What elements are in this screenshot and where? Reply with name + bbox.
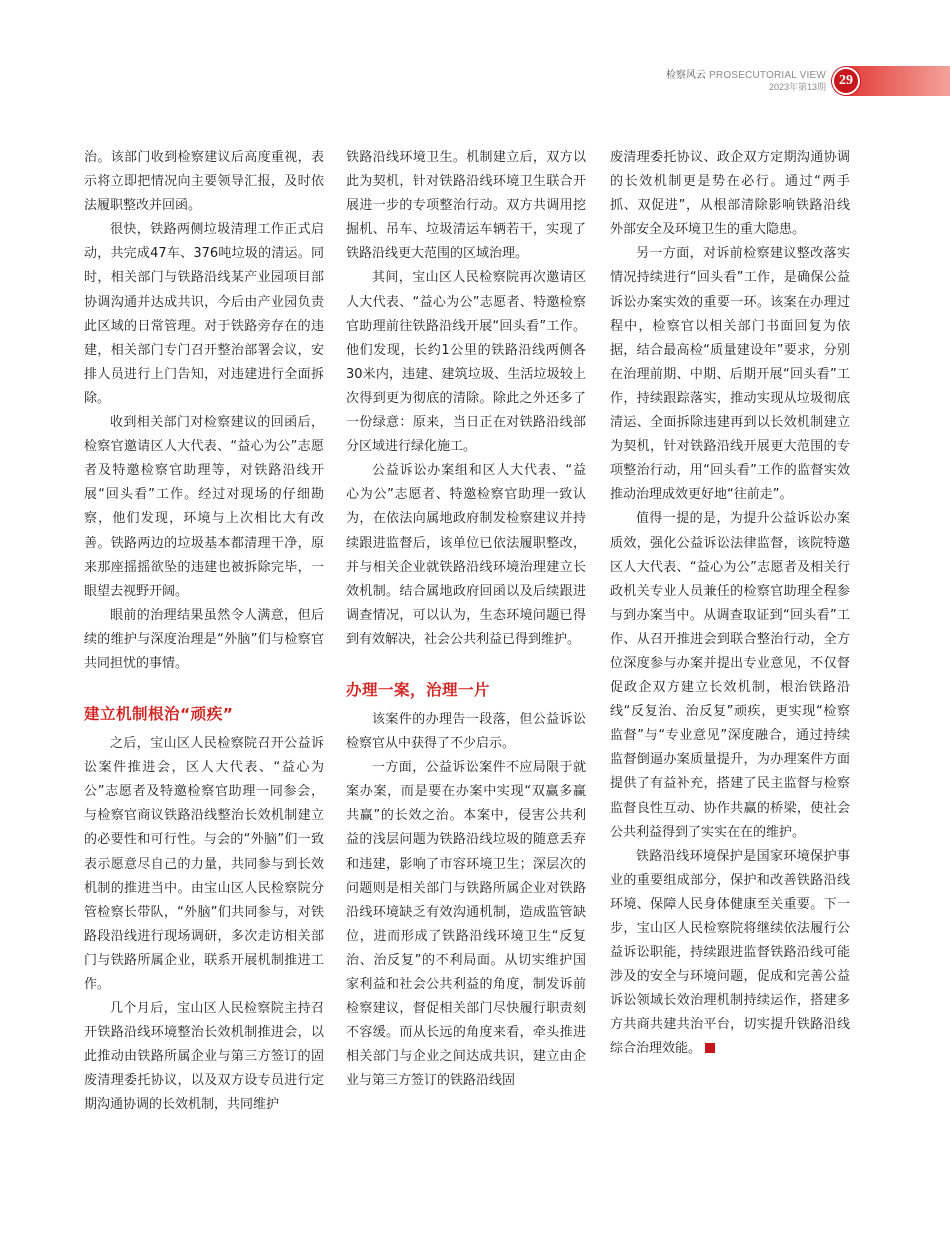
column-3	[610, 146, 850, 1062]
column-2	[346, 146, 586, 1093]
paragraph: 值得一提的是，为提升公益诉讼办案质效，强化公益诉讼法律监督，该院特邀区人大代表、“益心为公”志愿者及相关行政机关专业人员兼任的检察官助理全程参与到办案当中。从调查取证到“回头看”工作、从召开推进会到联合整治行动，全方位深度参与办案并提出专业意见，不仅督促政企双方建立长效机制，根治铁路沿线“反复治、治反复”顽疾，更实现“检察监督”与“专业意见”深度融合，通过持续监督倒逼办案质量提升，为办理案件方面提供了有益补充，搭建了民主监督与检察监督良性互动、协作共赢的桥梁，使社会公共利益得到了实实在在的维护。	[610, 511, 850, 840]
end-mark-icon: ◆	[705, 1043, 715, 1053]
section-heading: 办理一案，治理一片	[346, 680, 491, 699]
header-accent-bar	[846, 66, 950, 96]
paragraph: 公益诉讼办案组和区人大代表、“益心为公”志愿者、特邀检察官助理一致认为，在依法向属地政府制发检察建议并持续跟进监督后，该单位已依法履职整改，并与相关企业就铁路沿线环境治理建立长效机制。结合属地政府回函以及后续跟进调查情况，可以认为，生态环境问题已得到有效解决，社会公共利益已得到维护。	[346, 463, 586, 647]
paragraph: 眼前的治理结果虽然令人满意，但后续的维护与深度治理是“外脑”们与检察官共同担忧的事情。	[84, 607, 324, 671]
section-heading: 建立机制根治“顽疾”	[84, 705, 234, 724]
paragraph: 另一方面，对诉前检察建议整改落实情况持续进行“回头看”工作，是确保公益诉讼办案实效的重要一环。该案在办理过程中，检察官以相关部门书面回复为依据，结合最高检“质量建设年”要求，分别在治理前期、中期、后期开展“回头看”工作，持续跟踪落实，推动实现从垃圾彻底清运、全面拆除违建再到以长效机制建立为契机，针对铁路沿线开展更大范围的专项整治行动，用“回头看”工作的监督实效推动治理成效更好地“往前走”。	[610, 246, 850, 503]
magazine-title	[666, 70, 826, 82]
paragraph: 铁路沿线环境卫生。机制建立后，双方以此为契机，针对铁路沿线环境卫生联合开展进一步的专项整治行动。双方共调用挖掘机、吊车、垃圾清运车辆若干，实现了铁路沿线更大范围的区域治理。	[346, 150, 586, 262]
column-1	[84, 146, 324, 1118]
issue-label: 2023年第13期	[768, 81, 826, 92]
page-number-badge: 29	[832, 67, 860, 95]
paragraph: 治。该部门收到检察建议后高度重视，表示将立即把情况向主要领导汇报，及时依法履职整改并回函。	[84, 150, 324, 214]
paragraph-text: 铁路沿线环境保护是国家环境保护事业的重要组成部分，保护和改善铁路沿线环境、保障人民身体健康至关重要。下一步，宝山区人民检察院将继续依法履行公益诉讼职能，持续跟进监督铁路沿线可能涉及的安全与环境问题，促成和完善公益诉讼领域长效治理机制持续运作，搭建多方共商共建共治平台，切实提升铁路沿线综合治理效能。	[610, 848, 850, 1057]
paragraph: 一方面，公益诉讼案件不应局限于就案办案，而是要在办案中实现“双赢多赢共赢”的长效之治。本案中，侵害公共利益的浅层问题为铁路沿线垃圾的随意丢弃和违建，影响了市容环境卫生；深层次的问题则是相关部门与铁路所属企业对铁路沿线环境缺乏有效沟通机制，造成监管缺位，进而形成了铁路沿线环境卫生“反复治、治反复”的不利局面。从切实维护国家利益和社会公共利益的角度，制发诉前检察建议，督促相关部门尽快履行职责刻不容缓。而从长远的角度来看，牵头推进相关部门与企业之间达成共识，建立由企业与第三方签订的铁路沿线固	[346, 760, 586, 1089]
paragraph-final	[610, 845, 850, 1062]
page-header	[666, 64, 950, 98]
paragraph: 收到相关部门对检察建议的回函后，检察官邀请区人大代表、“益心为公”志愿者及特邀检察官助理等，对铁路沿线开展“回头看”工作。经过对现场的仔细勘察，他们发现，环境与上次相比大有改善。铁路两边的垃圾基本都清理干净，原来那座摇摇欲坠的违建也被拆除完毕，一眼望去视野开阔。	[84, 415, 324, 599]
magazine-title-cn: 检察风云	[666, 70, 707, 82]
header-text	[666, 70, 826, 92]
paragraph: 几个月后，宝山区人民检察院主持召开铁路沿线环境整治长效机制推进会，以此推动由铁路所属企业与第三方签订的固废清理委托协议，以及双方设专员进行定期沟通协调的长效机制，共同维护	[84, 1001, 324, 1113]
magazine-title-en: PROSECUTORIAL VIEW	[709, 70, 826, 82]
paragraph: 废清理委托协议、政企双方定期沟通协调的长效机制更是势在必行。通过“两手抓、双促进”，从根部清除影响铁路沿线外部安全及环境卫生的重大隐患。	[610, 150, 850, 238]
paragraph: 该案件的办理告一段落，但公益诉讼检察官从中获得了不少启示。	[346, 711, 586, 752]
paragraph: 之后，宝山区人民检察院召开公益诉讼案件推进会，区人大代表、“益心为公”志愿者及特邀检察官助理一同参会，与检察官商议铁路沿线整治长效机制建立的必要性和可行性。与会的“外脑”们一致表示愿意尽自己的力量，共同参与到长效机制的推进当中。由宝山区人民检察院分管检察长带队，“外脑”们共同参与，对铁路段沿线进行现场调研，多次走访相关部门与铁路所属企业，联系开展机制推进工作。	[84, 736, 324, 992]
paragraph: 很快，铁路两侧垃圾清理工作正式启动，共完成47车、376吨垃圾的清运。同时，相关部门与铁路沿线某产业园项目部协调沟通并达成共识，今后由产业园负责此区域的日常管理。对于铁路旁存在的违建，相关部门专门召开整治部署会议，安排人员进行上门告知，对违建进行全面拆除。	[84, 222, 324, 406]
paragraph: 其间，宝山区人民检察院再次邀请区人大代表、“益心为公”志愿者、特邀检察官助理前往铁路沿线开展“回头看”工作。他们发现，长约1公里的铁路沿线两侧各30米内，违建、建筑垃圾、生活垃圾较上次得到更为彻底的清除。除此之外还多了一份绿意：原来，当日正在对铁路沿线部分区域进行绿化施工。	[346, 270, 586, 455]
